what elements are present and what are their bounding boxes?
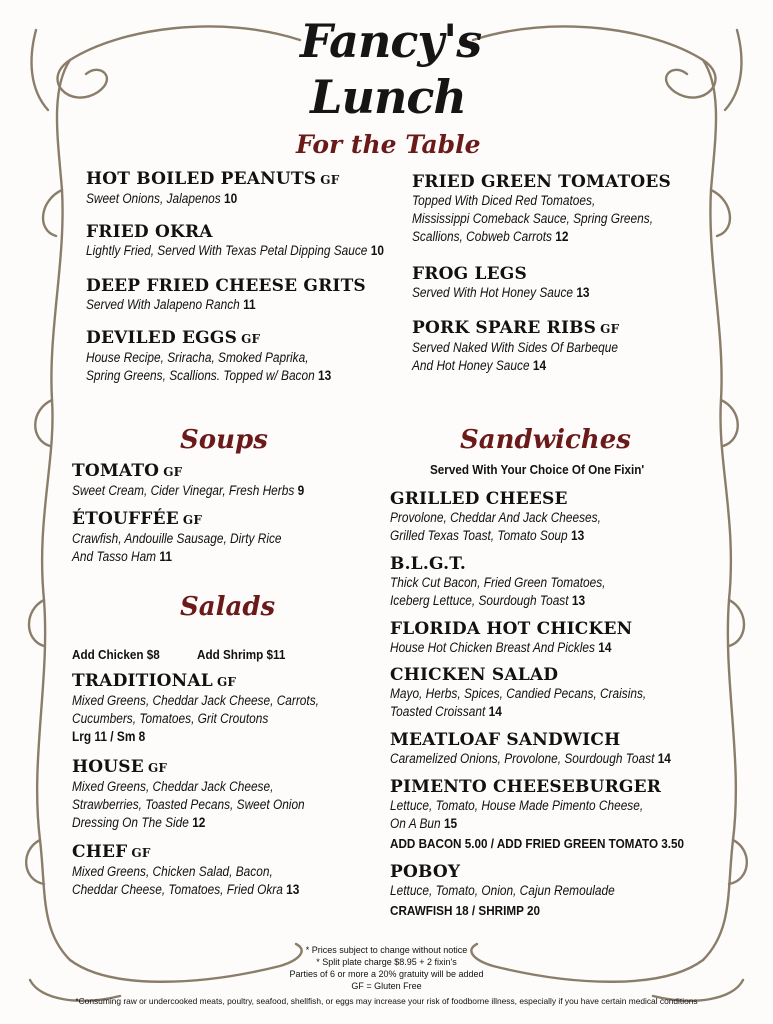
item-price: 13: [576, 285, 590, 300]
menu-item: [72, 842, 330, 899]
menu-item: [86, 328, 365, 385]
item-price: 9: [297, 483, 305, 498]
item-description: Topped With Diced Red Tomatoes,: [412, 193, 596, 208]
item-name: FRIED GREEN TOMATOES: [412, 172, 672, 192]
item-description: Strawberries, Toasted Pecans, Sweet Onion: [72, 797, 305, 812]
item-description: Served With Jalapeno Ranch: [86, 297, 240, 312]
gf-badge: GF: [600, 322, 620, 336]
menu-item: [412, 264, 614, 302]
item-name: B.L.G.T.: [390, 554, 466, 574]
cheeseburger-add-ons: ADD BACON 5.00 / ADD FRIED GREEN TOMATO 3.50: [390, 836, 685, 851]
item-description: Served With Hot Honey Sauce: [412, 285, 574, 300]
poboy-prices: CRAWFISH 18 / SHRIMP 20: [390, 903, 540, 918]
menu-item: [390, 862, 645, 900]
item-price: 15: [443, 816, 458, 831]
add-shrimp-option: Add Shrimp $11: [197, 647, 286, 662]
item-name: HOT BOILED PEANUTS: [86, 169, 317, 189]
item-description: Grilled Texas Toast, Tomato Soup: [390, 528, 568, 543]
item-size-prices: Lrg 11 / Sm 8: [72, 729, 146, 744]
item-description: Lettuce, Tomato, Onion, Cajun Remoulade: [390, 883, 615, 898]
item-description: Scallions, Cobweb Carrots: [412, 229, 552, 244]
item-description: Served Naked With Sides Of Barbeque: [412, 340, 618, 355]
menu-item: [72, 509, 310, 566]
item-description: On A Bun: [390, 816, 441, 831]
item-price: 13: [318, 368, 332, 383]
item-description: House Recipe, Sriracha, Smoked Paprika,: [86, 350, 309, 365]
section-title-soups: Soups: [180, 425, 268, 455]
footer-note-split-plate: * Split plate charge $8.95 + 2 fixin's: [316, 957, 457, 967]
menu-item: [390, 619, 642, 657]
item-description: Lettuce, Tomato, House Made Pimento Cheese,: [390, 798, 644, 813]
item-description: Toasted Croissant: [390, 704, 486, 719]
menu-item: [86, 276, 366, 314]
item-description: Mixed Greens, Cheddar Jack Cheese, Carrots,: [72, 693, 319, 708]
brand-subtitle: Lunch: [310, 70, 466, 124]
item-price: 14: [657, 751, 671, 766]
item-description: Crawfish, Andouille Sausage, Dirty Rice: [72, 531, 282, 546]
item-name: FLORIDA HOT CHICKEN: [390, 619, 633, 639]
item-description: Cucumbers, Tomatoes, Grit Croutons: [72, 711, 269, 726]
item-price: 14: [532, 358, 547, 373]
menu-item: [72, 757, 336, 832]
gf-badge: GF: [216, 675, 237, 689]
sandwiches-subtitle: Served With Your Choice Of One Fixin': [430, 462, 645, 477]
item-description: Caramelized Onions, Provolone, Sourdough Toast: [390, 751, 655, 766]
footer-note-gratuity: Parties of 6 or more a 20% gratuity will be added: [289, 969, 484, 979]
item-name: DEVILED EGGS: [86, 328, 238, 348]
gf-badge: GF: [163, 465, 183, 479]
item-price: 12: [192, 815, 206, 830]
item-name: PIMENTO CHEESEBURGER: [390, 777, 662, 797]
item-name: CHEF: [72, 842, 128, 862]
brand-name: Fancy's: [300, 14, 482, 68]
item-description: Mixed Greens, Chicken Salad, Bacon,: [72, 864, 273, 879]
menu-item: [412, 172, 686, 246]
item-name: POBOY: [390, 862, 461, 882]
menu-item: [390, 489, 630, 545]
item-description: Cheddar Cheese, Tomatoes, Fried Okra: [72, 882, 283, 897]
item-price: 13: [286, 882, 300, 897]
item-description: And Hot Honey Sauce: [412, 358, 530, 373]
item-name: TOMATO: [72, 461, 160, 481]
item-description: Lightly Fried, Served With Texas Petal Dipping Sauce: [86, 243, 368, 258]
item-name: MEATLOAF SANDWICH: [390, 730, 621, 750]
footer-note-gf: GF = Gluten Free: [351, 981, 422, 991]
menu-item: [390, 665, 681, 721]
section-title-for-the-table: For the Table: [296, 130, 481, 159]
item-name: FROG LEGS: [412, 264, 527, 284]
item-price: 11: [159, 549, 172, 564]
item-description: Mississippi Comeback Sauce, Spring Greens,: [412, 211, 654, 226]
item-description: Provolone, Cheddar And Jack Cheeses,: [390, 510, 601, 525]
gf-badge: GF: [320, 173, 340, 187]
item-name: ÉTOUFFÉE: [72, 509, 179, 529]
gf-badge: GF: [182, 513, 203, 527]
item-price: 13: [571, 593, 586, 608]
item-name: PORK SPARE RIBS: [412, 318, 597, 338]
footer-note-prices: * Prices subject to change without notice: [305, 945, 468, 955]
item-name: GRILLED CHEESE: [390, 489, 568, 509]
item-price: 10: [370, 243, 384, 258]
item-description: House Hot Chicken Breast And Pickles: [390, 640, 595, 655]
menu-item: [86, 222, 425, 260]
menu-item: [72, 671, 353, 746]
menu-item: [86, 169, 339, 208]
item-description: Sweet Cream, Cider Vinegar, Fresh Herbs: [72, 483, 295, 498]
gf-badge: GF: [147, 761, 168, 775]
footer-warning: *Consuming raw or undercooked meats, poultry, seafood, shellfish, or eggs may increase your risk of foodborne illness, especially if you have certain medical conditions: [75, 996, 698, 1006]
item-description: And Tasso Ham: [72, 549, 157, 564]
menu-item: [412, 318, 646, 375]
item-description: Mayo, Herbs, Spices, Candied Pecans, Craisins,: [390, 686, 647, 701]
item-description: Sweet Onions, Jalapenos: [86, 191, 221, 206]
item-description: Spring Greens, Scallions. Topped w/ Bacon: [86, 368, 315, 383]
item-price: 14: [598, 640, 612, 655]
item-name: TRADITIONAL: [72, 671, 213, 691]
menu-item: [390, 730, 709, 768]
item-description: Thick Cut Bacon, Fried Green Tomatoes,: [390, 575, 606, 590]
item-price: 14: [488, 704, 502, 719]
menu-item: [390, 777, 678, 833]
item-price: 13: [570, 528, 585, 543]
menu-item: [72, 461, 336, 500]
item-price: 12: [555, 229, 569, 244]
item-name: HOUSE: [72, 757, 144, 777]
item-description: Dressing On The Side: [72, 815, 189, 830]
section-title-salads: Salads: [180, 592, 276, 622]
gf-badge: GF: [131, 846, 151, 860]
item-name: CHICKEN SALAD: [390, 665, 559, 685]
add-chicken-option: Add Chicken $8: [72, 647, 160, 662]
item-name: DEEP FRIED CHEESE GRITS: [86, 276, 366, 296]
section-title-sandwiches: Sandwiches: [460, 425, 631, 455]
item-price: 10: [224, 191, 238, 206]
item-price: 11: [243, 297, 256, 312]
item-description: Iceberg Lettuce, Sourdough Toast: [390, 593, 569, 608]
item-name: FRIED OKRA: [86, 222, 213, 242]
menu-item: [390, 554, 635, 610]
gf-badge: GF: [241, 332, 261, 346]
item-description: Mixed Greens, Cheddar Jack Cheese,: [72, 779, 274, 794]
